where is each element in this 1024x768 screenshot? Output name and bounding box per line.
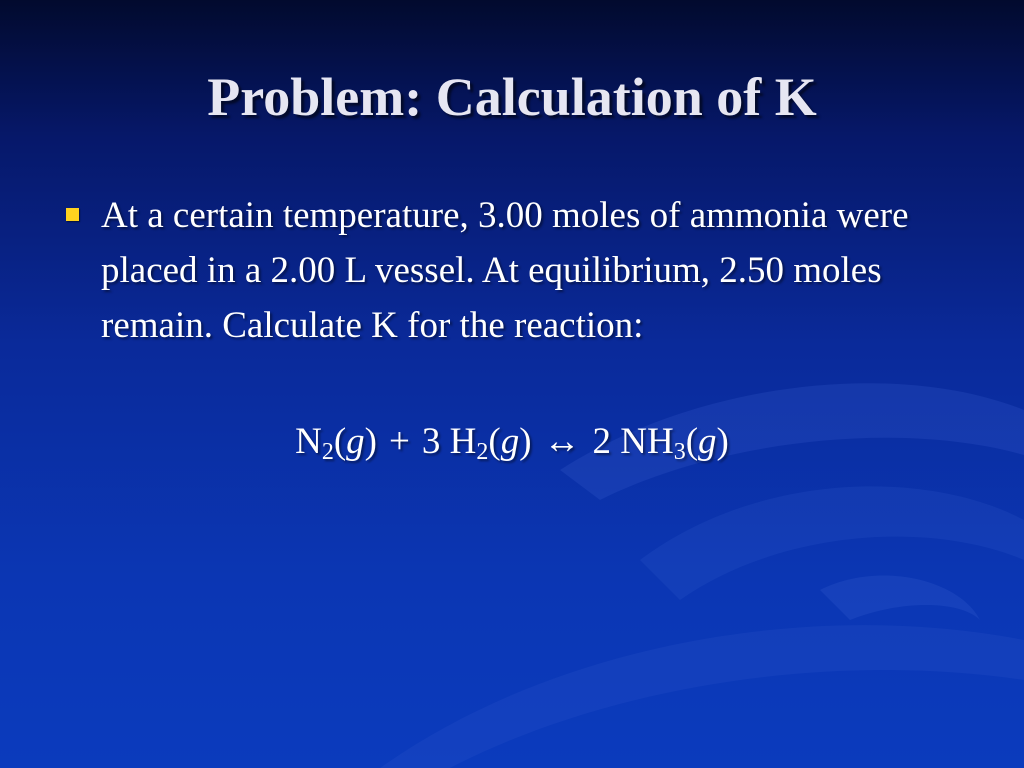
reactant-n2: $N_2(g)$ xyxy=(295,421,377,465)
chemical-equation xyxy=(0,414,1024,469)
equilibrium-arrow: ↔ xyxy=(543,421,581,462)
plus-sign: + xyxy=(389,421,410,462)
swirl-band xyxy=(640,486,1024,600)
square-bullet-icon xyxy=(66,208,79,221)
slide-title: Problem: Calculation of K xyxy=(207,67,817,127)
bullet-item xyxy=(60,188,960,353)
product-nh3: 2 $NH_3(g)$ xyxy=(592,421,729,465)
swirl-band xyxy=(380,625,1024,768)
reactant-h2: 3 $H_2(g)$ xyxy=(421,421,532,465)
bullet-text: At a certain temperature, 3.00 moles of ammonia were placed in a 2.00 L vessel. At equilibrium, 2.50 moles remain. Calculate K for the reaction: xyxy=(101,195,909,346)
swirl-band xyxy=(820,576,980,620)
